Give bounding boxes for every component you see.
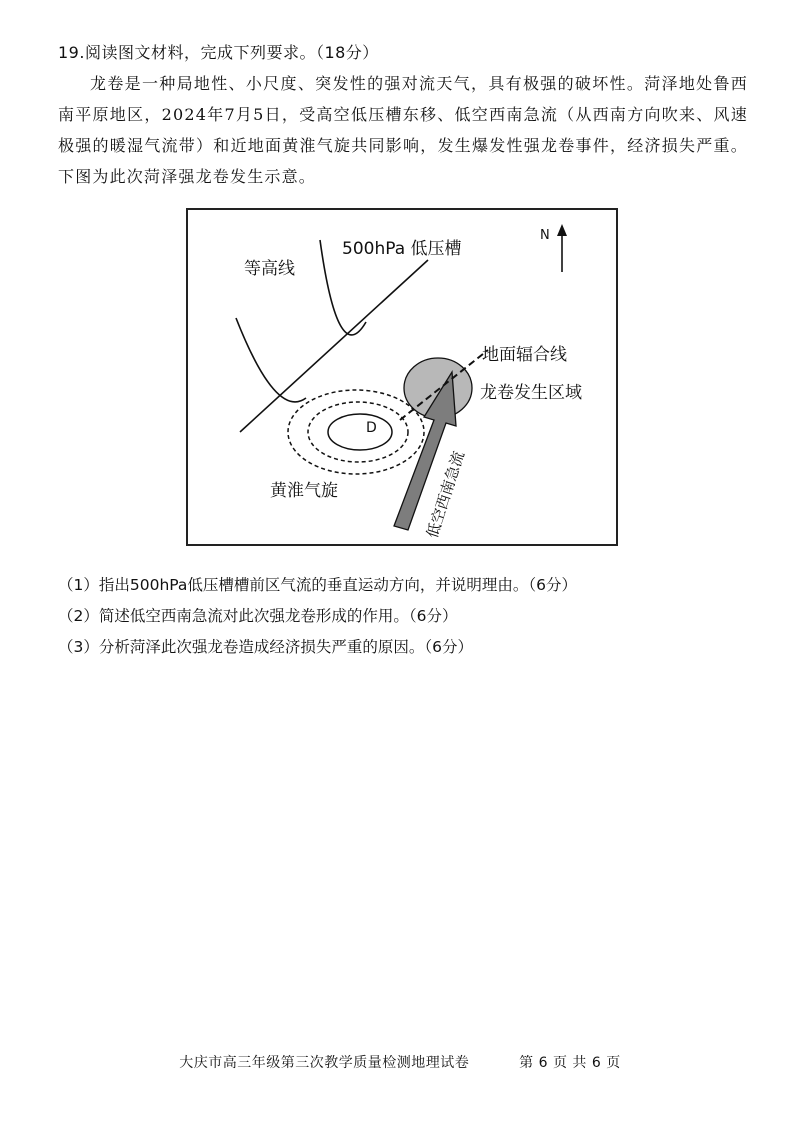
contour-line-outer bbox=[236, 318, 306, 402]
tornado-area-label: 龙卷发生区域 bbox=[480, 383, 582, 403]
sub-question-1: （1）指出500hPa低压槽槽前区气流的垂直运动方向，并说明理由。（6分） bbox=[58, 576, 578, 594]
trough-line bbox=[240, 260, 428, 432]
contour-label: 等高线 bbox=[244, 259, 295, 279]
trough-label: 500hPa 低压槽 bbox=[342, 239, 462, 259]
north-arrow-head-icon bbox=[557, 224, 567, 236]
cyclone-isobar-middle bbox=[308, 402, 408, 462]
convergence-line-label: 地面辐合线 bbox=[482, 345, 567, 365]
sub-question-list bbox=[58, 570, 577, 663]
material-paragraph: 龙卷是一种局地性、小尺度、突发性的强对流天气，具有极强的破坏性。菏泽地处鲁西南平原地区，2024年7月5日，受高空低压槽东移、低空西南急流（从西南方向吹来、风速极强的暖湿气流带）和近地面黄淮气旋共同影响，发生爆发性强龙卷事件，经济损失严重。下图为此次菏泽强龙卷发生示意。 bbox=[58, 74, 748, 186]
tornado-diagram bbox=[186, 208, 618, 546]
page-number: 第 6 页 共 6 页 bbox=[519, 1055, 621, 1071]
jet-label: 低空西南急流 bbox=[423, 449, 468, 541]
question-title: 19.阅读图文材料，完成下列要求。（18分） bbox=[58, 43, 379, 62]
page-footer bbox=[0, 1052, 800, 1072]
north-label: N bbox=[540, 228, 550, 243]
sub-question-2: （2）简述低空西南急流对此次强龙卷形成的作用。（6分） bbox=[58, 607, 458, 625]
low-center-label: D bbox=[366, 420, 377, 436]
exam-name: 大庆市高三年级第三次教学质量检测地理试卷 bbox=[179, 1055, 470, 1071]
cyclone-label: 黄淮气旋 bbox=[270, 481, 338, 501]
sub-question-3: （3）分析菏泽此次强龙卷造成经济损失严重的原因。（6分） bbox=[58, 638, 473, 656]
cyclone-isobar-inner bbox=[328, 414, 392, 450]
